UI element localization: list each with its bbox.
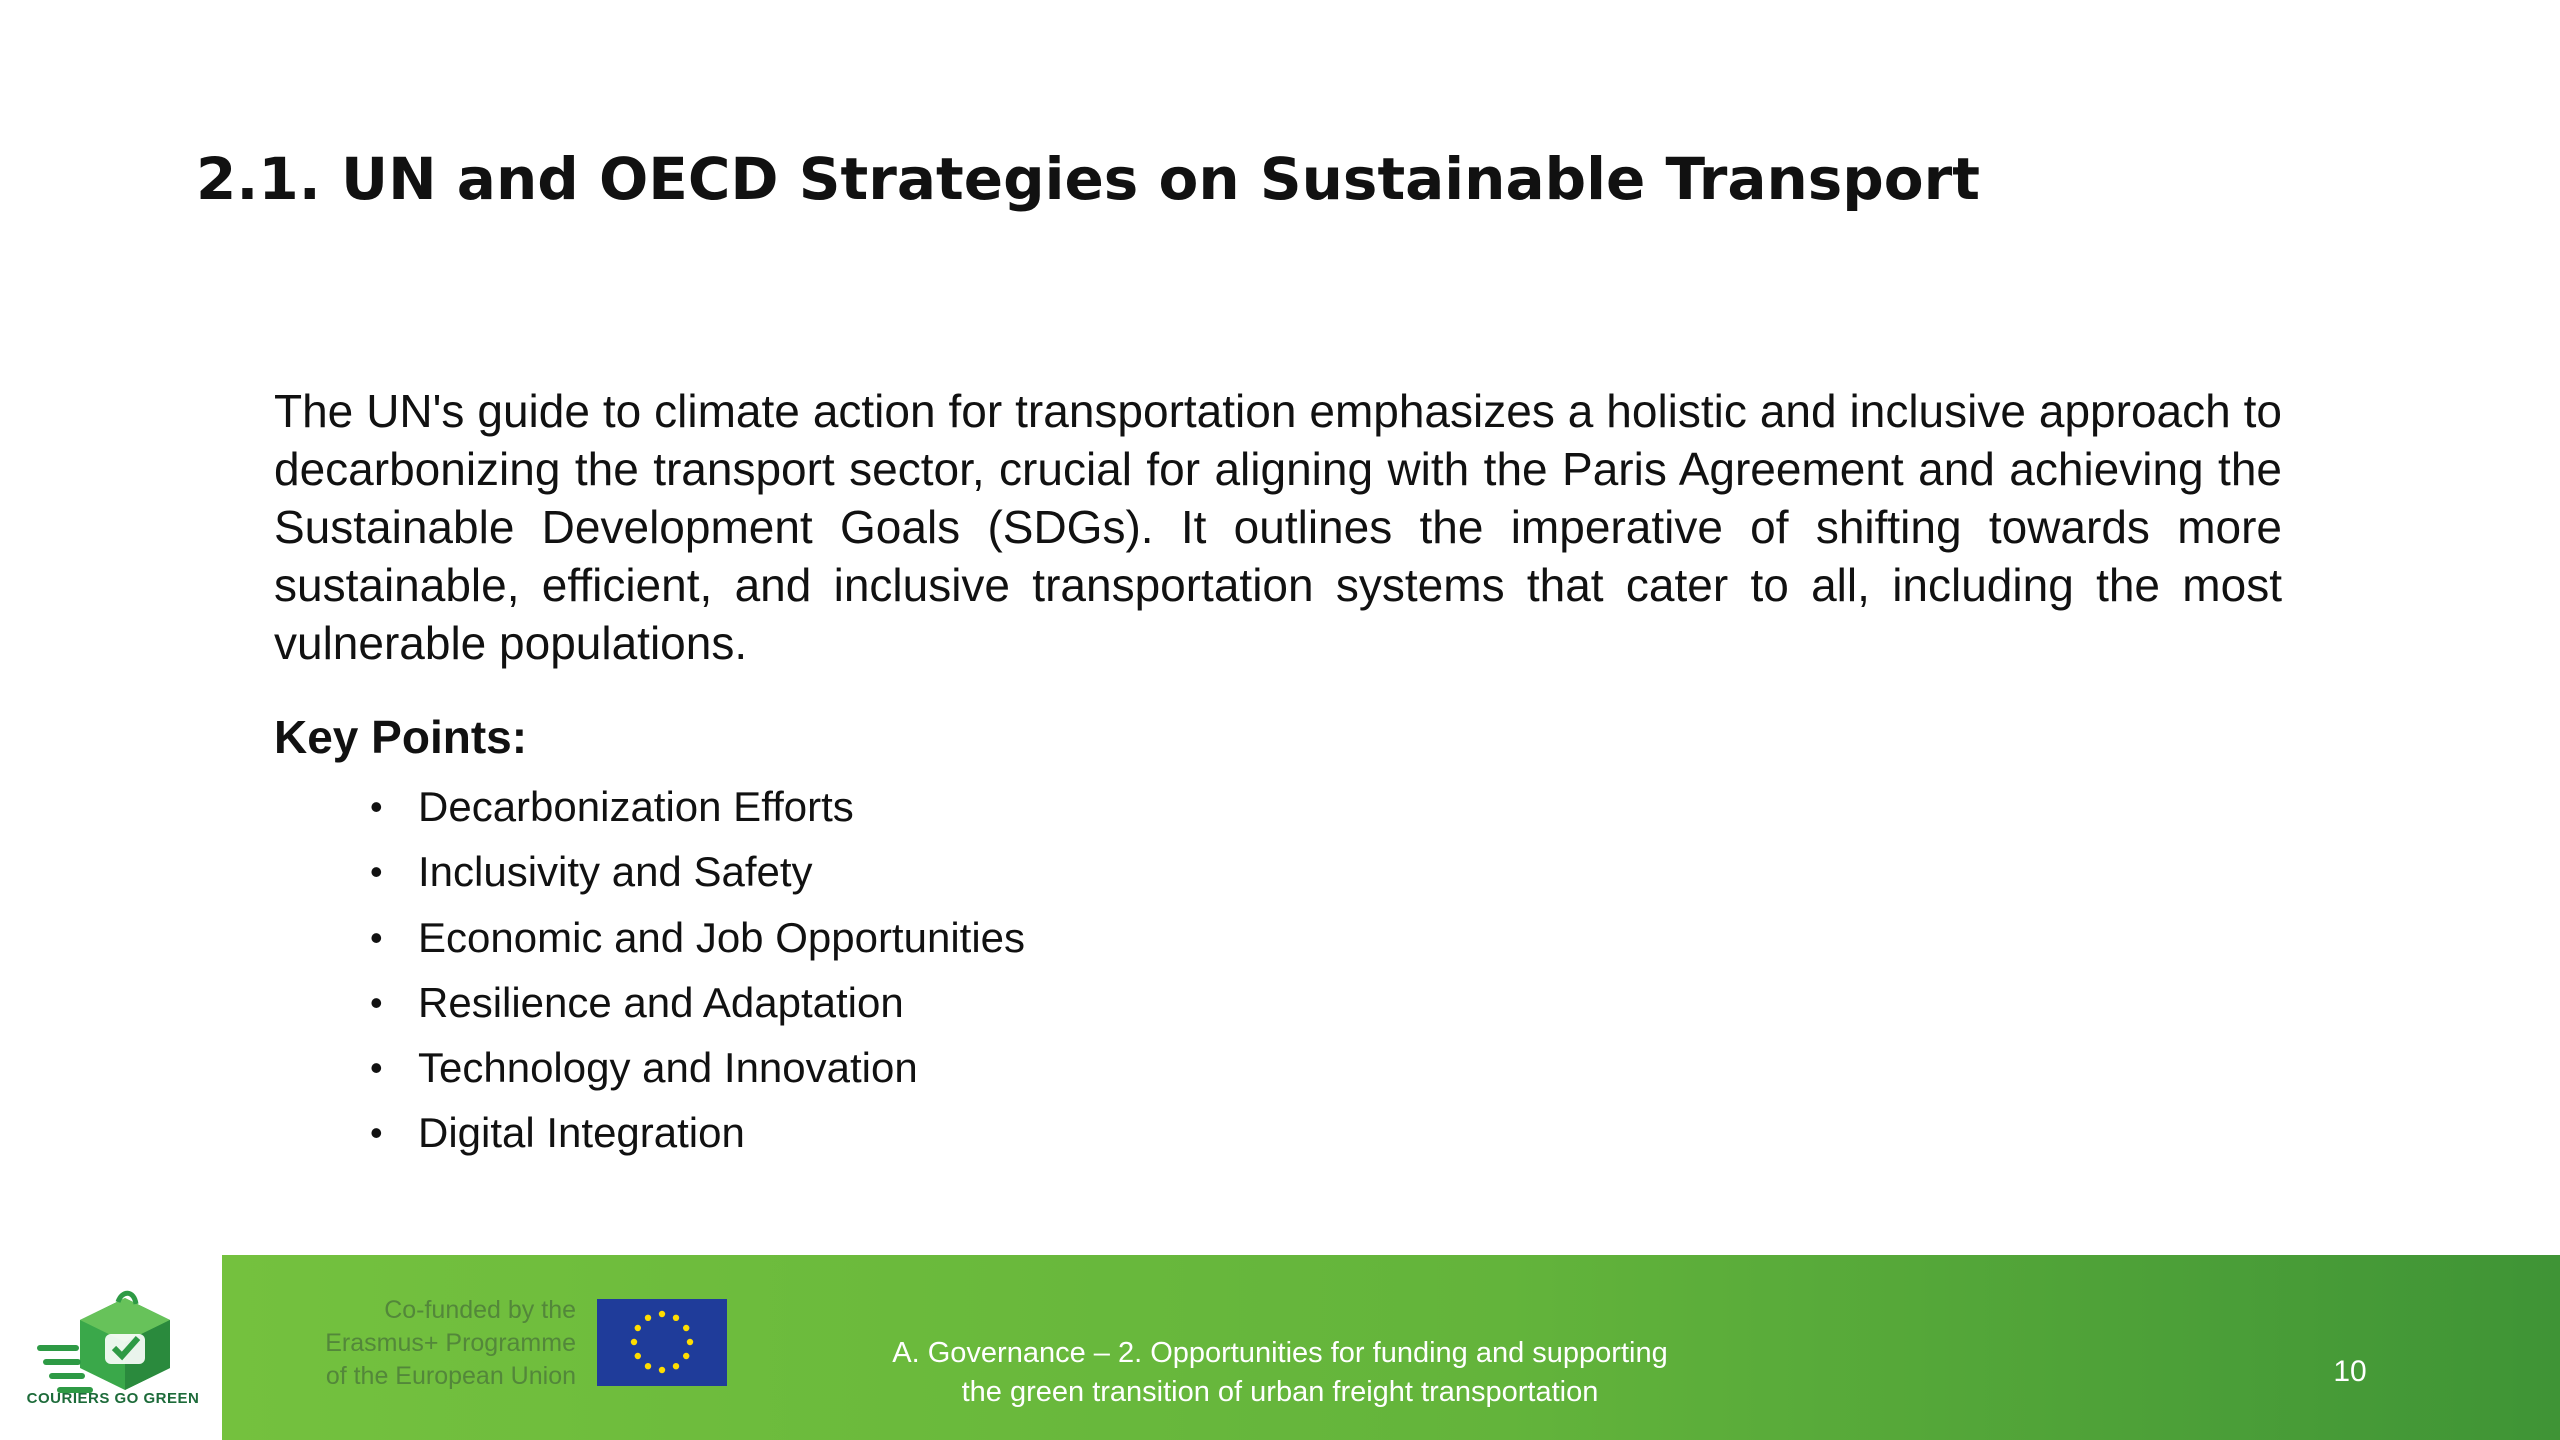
page-title: 2.1. UN and OECD Strategies on Sustainable Transport bbox=[196, 145, 1980, 213]
cofunded-line: Co-funded by the bbox=[384, 1296, 576, 1324]
key-point-label: Digital Integration bbox=[418, 1109, 745, 1157]
key-points-heading: Key Points: bbox=[274, 711, 528, 763]
list-item bbox=[370, 905, 2282, 970]
bullet-icon: • bbox=[370, 851, 383, 893]
bullet-icon: • bbox=[370, 1047, 383, 1089]
list-item bbox=[370, 1100, 2282, 1165]
key-point-label: Resilience and Adaptation bbox=[418, 978, 904, 1026]
couriers-go-green-logo-icon bbox=[30, 1290, 200, 1430]
page-number: 10 bbox=[2333, 1355, 2367, 1388]
key-point-label: Technology and Innovation bbox=[418, 1044, 918, 1092]
bullet-icon: • bbox=[370, 981, 383, 1023]
caption-line: A. Governance – 2. Opportunities for funding and supporting bbox=[892, 1337, 1668, 1369]
list-item bbox=[370, 1035, 2282, 1100]
cofunded-text bbox=[290, 1294, 576, 1393]
slide-body bbox=[274, 382, 2282, 1166]
footer-caption bbox=[820, 1334, 1740, 1412]
bullet-icon: • bbox=[370, 916, 383, 958]
key-point-label: Decarbonization Efforts bbox=[418, 783, 854, 830]
list-item bbox=[370, 839, 2282, 904]
bullet-icon: • bbox=[370, 786, 383, 827]
intro-paragraph: The UN's guide to climate action for transportation emphasizes a holistic and inclusive approach to decarbonizing the transport sector, crucial for aligning with the Paris Agreement and achieving the Sustainable Development Goals (SDGs). It outlines the imperative of shifting towards more sustainable, efficient, and inclusive transportation systems that cater to all, including the most vulnerable populations. bbox=[274, 385, 2282, 669]
key-point-label: Economic and Job Opportunities bbox=[418, 913, 1026, 961]
cofunded-line: of the European Union bbox=[325, 1362, 576, 1390]
list-item bbox=[370, 970, 2282, 1035]
logo-text: COURIERS GO GREEN bbox=[26, 1390, 200, 1407]
caption-line: the green transition of urban freight transportation bbox=[961, 1376, 1599, 1408]
key-point-label: Inclusivity and Safety bbox=[418, 848, 813, 896]
key-points-list bbox=[274, 774, 2282, 1166]
cofunded-line: Erasmus+ Programme bbox=[325, 1329, 576, 1357]
list-item bbox=[370, 774, 2282, 839]
eu-flag-icon bbox=[597, 1299, 727, 1386]
bullet-icon: • bbox=[370, 1112, 383, 1154]
